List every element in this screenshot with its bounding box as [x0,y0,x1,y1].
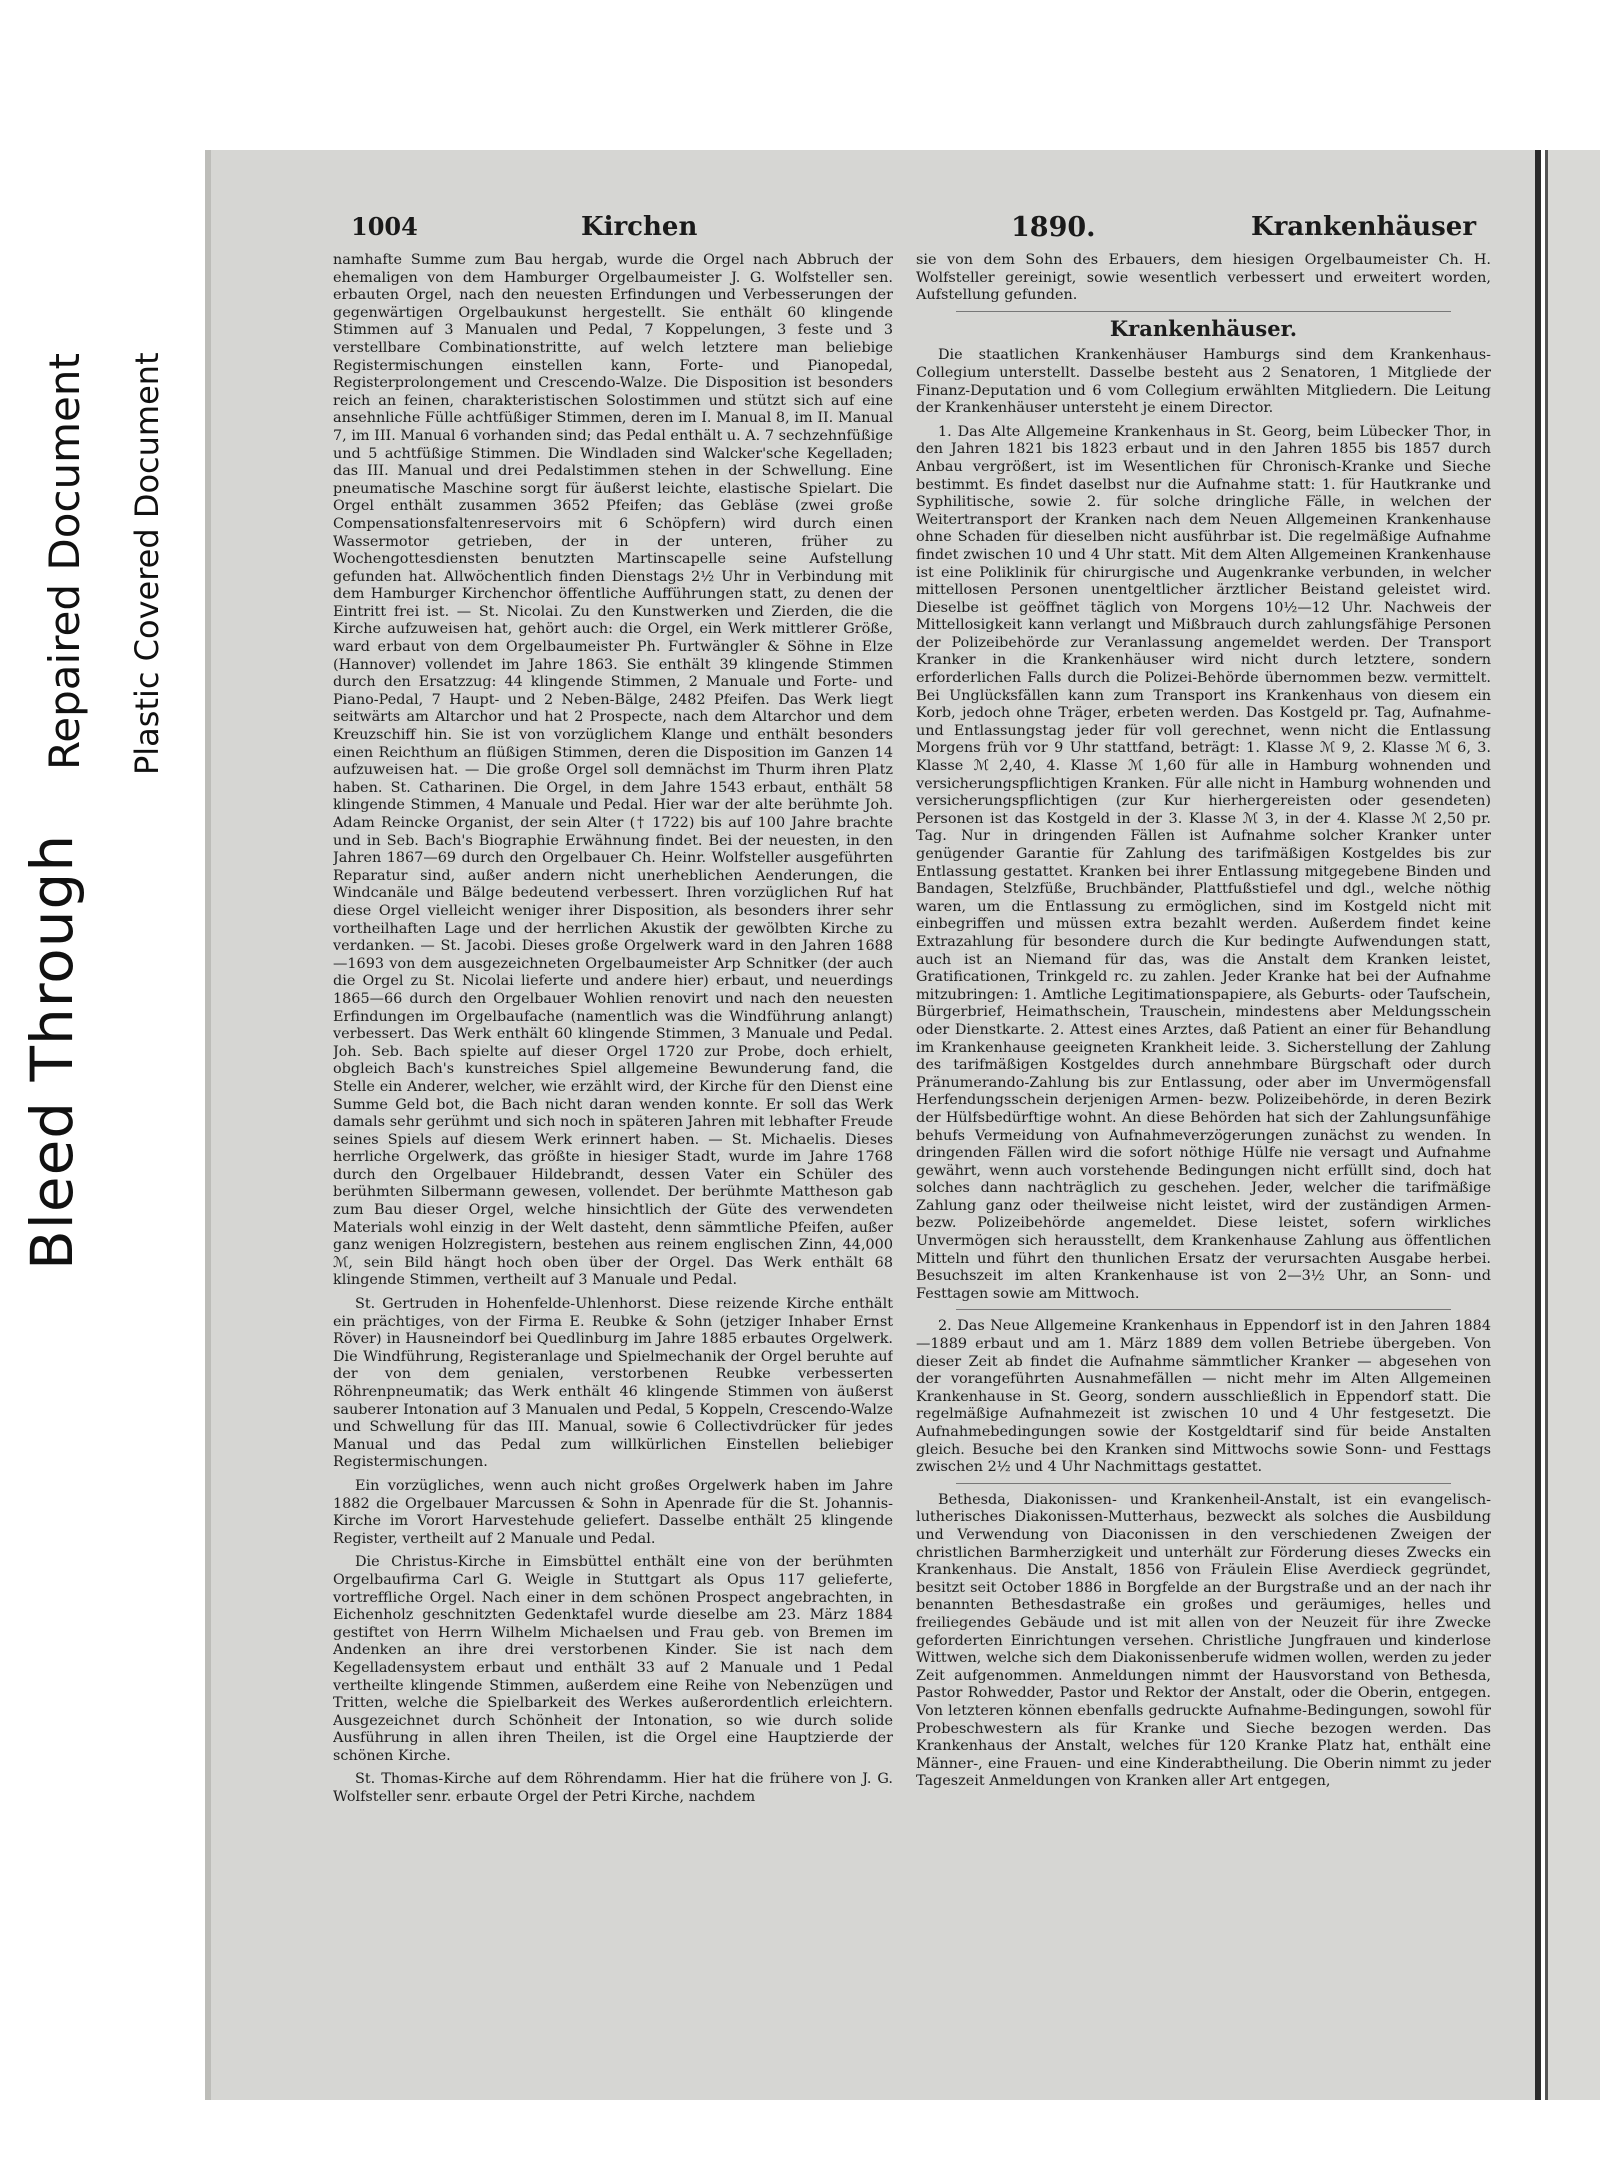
bethesda-paragraph: Bethesda, Diakonissen- und Krankenheil-Anstalt, ist ein evangelisch-lutherisches Diakonissen-Mutterhaus, bezweckt als solches die Ausbildung und Verwendung von Diaconissen in den verschiedenen Zweigen der christlichen Barmherzigkeit und unterhält zur Förderung dieses Zwecks ein Krankenhaus. Die Anstalt, 1856 von Fräulein Elise Averdieck gegründet, besitzt seit October 1886 in Borgfelde an der Burgstraße und an der nach ihr benannten Bethesdastraße ein großes und geräumiges, helles und freiliegendes Gebäude und ist mit allen von der Neuzeit für ihre Zwecke geforderten Einrichtungen versehen. Christliche Jungfrauen und kinderlose Wittwen, welche sich dem Diakonissenberufe widmen wollen, werden zu jeder Zeit aufgenommen. Anmeldungen nimmt der Hausvorstand von Bethesda, Pastor Rohwedder, Pastor und Rektor der Anstalt, oder die Oberin, entgegen. Von letzteren können ebenfalls gedruckte Aufnahme-Bedingungen, sowohl für Probeschwestern als für Kranke und Sieche bezogen werden. Das Krankenhaus der Anstalt, welches für 120 Kranke Platz hat, enthält eine Männer-, eine Frauen- und eine Kinderabtheilung. Die Oberin nimmt zu jeder Tageszeit Anmeldungen von Kranken aller Art entgegen, [916,1491,1491,1790]
section-divider [956,311,1451,312]
section-title-krankenhaeuser: Krankenhäuser. [1109,315,1298,341]
scanned-page [205,150,1535,2100]
st-thomas-paragraph: St. Thomas-Kirche auf dem Röhrendamm. Hier hat die frühere von J. G. Wolfsteller senr. erbaute Orgel der Petri Kirche, nachdem [333,1771,893,1806]
st-johannis-paragraph: Ein vorzügliches, wenn auch nicht großes Orgelwerk haben im Jahre 1882 die Orgelbauer Marcussen & Sohn in Apenrade für die St. Johannis-Kirche im Vorort Harvestehude geliefert. Dasselbe enthält 25 klingende Register, vertheilt auf 2 Manuale und Pedal. [333,1477,893,1547]
adjacent-page-strip [1545,150,1600,2100]
page-header [351,212,1521,248]
paragraph-divider-2 [956,1483,1451,1484]
page-edge [1535,150,1541,2100]
st-gertruden-paragraph: St. Gertruden in Hohenfelde-Uhlenhorst. Diese reizende Kirche enthält ein prächtiges, von der Firma E. Reubke & Sohn (jetziger Inhaber Ernst Röver) in Hausneindorf bei Quedlinburg im Jahre 1885 erbautes Orgelwerk. Die Windführung, Registeranlage und Spielmechanik der Orgel beruhte auf der von dem genialen, verstorbenen Reubke verbesserten Röhrenpneumatik; das Werk enthält 46 klingende Stimmen von äußerst sauberer Intonation auf 3 Manualen und Pedal, 5 Koppeln, Crescendo-Walze und Schwellung für das III. Manual, sowie 6 Collectivdrücker für jedes Manual und das Pedal zum willkürlichen Einstellen beliebiger Registermischungen. [333,1296,893,1471]
organ-paragraph: namhafte Summe zum Bau hergab, wurde die Orgel nach Abbruch der ehemaligen von dem Hamburger Orgelbaumeister J. G. Wolfsteller sen. erbauten Orgel, nach den neuesten Erfindungen und Verbesserungen der gegenwärtigen Orgelbaukunst hergestellt. Sie enthält 60 klingende Stimmen auf 3 Manualen und Pedal, 7 Koppelungen, 3 feste und 3 verstellbare Combinationstritte, auf welch letztere man beliebige Registermischungen einstellen kann, Forte- und Pianopedal, Registerprolongement und Crescendo-Walze. Die Disposition ist besonders reich an feinen, charakteristischen Solostimmen und stützt sich auf eine ansehnliche Fülle achtfüßiger Stimmen, deren im I. Manual 8, im II. Manual 7, im III. Manual 6 vorhanden sind; das Pedal enthält u. A. 7 sechzehnfüßige und 5 achtfüßige Stimmen. Die Windladen sind Walcker'sche Kegelladen; das III. Manual und drei Pedalstimmen stehen in der Schwellung. Eine pneumatische Maschine sorgt für äußerst leichte, elastische Spielart. Die Orgel enthält zusammen 3652 Pfeifen; das Gebläse (zwei große Compensationsfaltenreservoirs mit 6 Schöpfern) wird durch einen Wassermotor getrieben, der in der unteren, früher zu Wochengottesdiensten benutzten Martinscapelle seine Aufstellung gefunden hat. Allwöchentlich finden Dienstags 2½ Uhr in Verbindung mit dem Hamburger Kirchenchor öffentliche Aufführungen statt, zu denen der Eintritt frei ist. — St. Nicolai. Zu den Kunstwerken und Zierden, die die Kirche aufzuweisen hat, gehört auch: die Orgel, ein Werk mittlerer Größe, ward erbaut von dem Orgelbaumeister Ph. Furtwängler & Söhne in Elze (Hannover) vollendet im Jahre 1863. Sie enthält 39 klingende Stimmen durch den Ersatzzug: 44 klingende Stimmen, 2 Manuale und Forte- und Piano-Pedal, 7 Haupt- und 2 Neben-Bälge, 2482 Pfeifen. Das Werk liegt seitwärts am Altarchor und hat 2 Prospecte, nach dem Altarchor und dem Kreuzschiff hin. Sie ist von vorzüglichem Klange und enthält besonders einen Reichthum an flüßigen Stimmen, deren die Disposition im Ganzen 14 aufzuweisen hat. — Die große Orgel soll demnächst im Thurm ihren Platz haben. St. Catharinen. Die Orgel, in dem Jahre 1543 erbaut, enthält 58 klingende Stimmen, 4 Manuale und Pedal. Hier war der alte berühmte Joh. Adam Reincke Organist, der sein Alter († 1722) bis auf 100 Jahre brachte und in Seb. Bach's Biographie Erwähnung findet. Bei der neuesten, in den Jahren 1867—69 durch den Orgelbauer Ch. Heinr. Wolfsteller ausgeführten Reparatur sind, außer andern nicht unerheblichen Aenderungen, die Windcanäle und Bälge bedeutend verbessert. Ihren vorzüglichen Ruf hat diese Orgel vielleicht weniger ihrer Disposition, als besonders ihrer sehr vortheilhaften Lage und der herrlichen Akustik der gewölbten Kirche zu verdanken. — St. Jacobi. Dieses große Orgelwerk ward in den Jahren 1688—1693 von dem ausgezeichneten Orgelbaumeister Arp Schnitker (der auch die Orgel zu St. Nicolai lieferte und andere hier) erbaut, und neuerdings 1865—66 durch den Orgelbauer Wohlien renovirt und nach den neuesten Erfindungen im Orgelbaufache (namentlich was die Windführung anlangt) verbessert. Das Werk enthält 60 klingende Stimmen, 3 Manuale und Pedal. Joh. Seb. Bach spielte auf dieser Orgel 1720 zur Probe, doch erhielt, obgleich Bach's kunstreiches Spiel allgemeine Bewunderung fand, die Stelle ein Anderer, welcher, wie erzählt wird, der Kirche für den Dienst eine Summe Geld bot, die Bach nicht daran wenden konnte. Er soll das Werk damals sehr gerühmt und sich noch in späteren Jahren mit lebhafter Freude seines Spiels auf diesem Werk erinnert haben. — St. Michaelis. Dieses herrliche Orgelwerk, das größte in hiesiger Stadt, wurde im Jahre 1768 durch den Orgelbauer Hildebrandt, dessen Vater ein Schüler des berühmten Silbermann gewesen, vollendet. Der berühmte Mattheson gab zum Bau dieser Orgel, welche hinsichtlich der Güte des verwendeten Materials wohl einzig in der Welt dasteht, denn sämmtliche Pfeifen, außer ganz wenigen Holzregistern, bestehen aus reinem englischen Zinn, 44,000 ℳ, sein Bild hängt hoch oben über der Orgel. Das Werk enthält 68 klingende Stimmen, vertheilt auf 3 Manuale und Pedal. [333,252,893,1289]
left-running-title: Kirchen [581,212,698,242]
intro-paragraph: Die staatlichen Krankenhäuser Hamburgs sind dem Krankenhaus-Collegium unterstellt. Dasselbe besteht aus 2 Senatoren, 1 Mitgliede der Finanz-Deputation und 6 vom Collegium erwählten Mitgliedern. Die Leitung der Krankenhäuser untersteht je einem Director. [916,347,1491,417]
left-column [333,252,893,2072]
page-number: 1004 [351,212,418,241]
alte-krankenhaus-paragraph: 1. Das Alte Allgemeine Krankenhaus in St. Georg, beim Lübecker Thor, in den Jahren 1821 bis 1823 erbaut und in den Jahren 1855 bis 1857 durch Anbau vergrößert, ist im Wesentlichen für Chronisch-Kranke und Sieche bestimmt. Es findet daselbst nur die Aufnahme statt: 1. für Hautkranke und Syphilitische, sowie 2. für solche dringliche Fälle, in welchen der Weitertransport der Kranken nach dem Neuen Allgemeinen Krankenhause ohne Schaden für dieselben nicht ausführbar ist. Die regelmäßige Aufnahme findet zwischen 10 und 4 Uhr statt. Mit dem Alten Allgemeinen Krankenhause ist eine Poliklinik für chirurgische und Augenkranke verbunden, in welcher mittellosen Personen unentgeltlicher ärztlicher Beistand geleistet wird. Dieselbe ist geöffnet täglich von Morgens 10½—12 Uhr. Nachweis der Mittellosigkeit kann verlangt und Mißbrauch durch zahlungsfähige Personen der Polizeibehörde zur Veranlassung angemeldet werden. Der Transport Kranker in die Krankenhäuser wird nicht durch letztere, sondern erforderlichen Falls durch die Polizei-Behörde übernommen bezw. vermittelt. Bei Unglücksfällen kann zum Transport ins Krankenhaus von diesem ein Korb, jedoch ohne Träger, erbeten werden. Das Kostgeld pr. Tag, Aufnahme- und Entlassungstag jeder für voll gerechnet, wenn nicht die Entlassung Morgens früh vor 9 Uhr stattfand, beträgt: 1. Klasse ℳ 9, 2. Klasse ℳ 6, 3. Klasse ℳ 2,40, 4. Klasse ℳ 1,60 für alle in Hamburg wohnenden und versicherungspflichtigen Kranken. Für alle nicht in Hamburg wohnenden und versicherungspflichtigen (zur Kur hierhergereisten oder gesendeten) Personen ist das Kostgeld in der 3. Klasse ℳ 3, in der 4. Klasse ℳ 2,50 pr. Tag. Nur in dringenden Fällen ist Aufnahme solcher Kranker unter genügender Garantie für Zahlung des tarifmäßigen Kostgeldes bis zur Entlassung gestattet. Kranken bei ihrer Entlassung mitgegebene Binden und Bandagen, Stelzfüße, Bruchbänder, Plattfußstiefel und dgl., welche nöthig waren, um die Entlassung zu ermöglichen, sind im Kostgeld nicht mit einbegriffen und müssen extra bezahlt werden. Außerdem findet keine Extrazahlung für besondere durch die Kur bedingte Aufwendungen statt, auch ist an Niemand für das, was die Anstalt dem Kranken leistet, Gratificationen, Trinkgeld rc. zu zahlen. Jeder Kranke hat bei der Aufnahme mitzubringen: 1. Amtliche Legitimationspapiere, als Geburts- oder Taufschein, Bürgerbrief, Heimathschein, Trauschein, mindestens aber Meldungsschein oder Dienstkarte. 2. Attest eines Arztes, daß Patient an einer für Behandlung im Krankenhause geeigneten Krankheit leide. 3. Sicherstellung der Zahlung des tarifmäßigen Kostgeldes durch annehmbare Bürgschaft oder durch Pränumerando-Zahlung bis zur Entlassung, oder aber im Unvermögensfall Herfendungsschein derjenigen Armen- bezw. Polizeibehörde, in deren Bezirk der Hülfsbedürftige wohnt. An diese Behörden hat sich der Zahlungsunfähige behufs Vermeidung von Aufnahmeverzögerungen zunächst zu wenden. In dringenden Fällen wird die sofort nöthige Hülfe nie versagt und Aufnahme gewährt, wenn auch vorstehende Bedingungen nicht erfüllt sind, doch hat solches dann nachträglich zu geschehen. Jeder, welcher die tarifmäßige Zahlung ganz oder theilweise nicht leistet, wird der zuständigen Armen- bezw. Polizeibehörde angemeldet. Diese leistet, sofern wirkliches Unvermögen sich herausstellt, dem Krankenhause Zahlung aus öffentlichen Mitteln und führt den thunlichen Ersatz der verursachten Ausgabe herbei. Besuchszeit im alten Krankenhause ist von 2—3½ Uhr, an Sonn- und Festtagen sowie am Mittwoch. [916,423,1491,1302]
right-running-title: Krankenhäuser [1251,212,1477,242]
header-year: 1890. [1011,212,1096,243]
christus-kirche-paragraph: Die Christus-Kirche in Eimsbüttel enthält eine von der berühmten Orgelbaufirma Carl G. Weigle in Stuttgart als Opus 117 gelieferte, vortreffliche Orgel. Nach einer in dem schönen Prospect angebrachten, in Eichenholz geschnitzten Gedenktafel wurde dieselbe am 23. März 1884 gestiftet von Herrn Wilhelm Michaelsen und Frau geb. von Bremen im Andenken an ihre drei verstorbenen Kinder. Sie ist nach dem Kegelladensystem erbaut und enthält 33 auf 2 Manuale und 1 Pedal vertheilte klingende Stimmen, außerdem eine Reihe von Nebenzügen und Tritten, welche die Spielbarkeit des Werkes außerordentlich erleichtern. Ausgezeichnet durch Schönheit der Intonation, so wie durch solide Ausführung in allen ihren Theilen, ist die Orgel eine Hauptzierde der schönen Kirche. [333,1554,893,1764]
side-labels [0,0,200,2177]
right-column [916,252,1491,2072]
plastic-covered-label: Plastic Covered Document [128,352,166,775]
repaired-document-label: Repaired Document [40,353,89,770]
continuation-paragraph: sie von dem Sohn des Erbauers, dem hiesigen Orgelbaumeister Ch. H. Wolfsteller gereinigt, sowie wesentlich verbessert und erweitert worden, Aufstellung gefunden. [916,252,1491,304]
neue-krankenhaus-paragraph: 2. Das Neue Allgemeine Krankenhaus in Eppendorf ist in den Jahren 1884—1889 erbaut und am 1. März 1889 dem vollen Betriebe übergeben. Von dieser Zeit ab findet die Aufnahme sämmtlicher Kranker — abgesehen von der vorangeführten Ausnahmefällen — nicht mehr im Alten Allgemeinen Krankenhause in St. Georg, sondern ausschließlich in Eppendorf statt. Die regelmäßige Aufnahmezeit ist zwischen 10 und 4 Uhr festgesetzt. Die Aufnahmebedingungen sowie der Kostgeldtarif sind für beide Anstalten gleich. Besuche bei den Kranken sind Mittwochs sowie Sonn- und Festtags zwischen 2½ und 4 Uhr Nachmittags gestattet. [916,1318,1491,1476]
paragraph-divider [956,1309,1451,1310]
bleed-through-label: Bleed Through [18,833,86,1270]
